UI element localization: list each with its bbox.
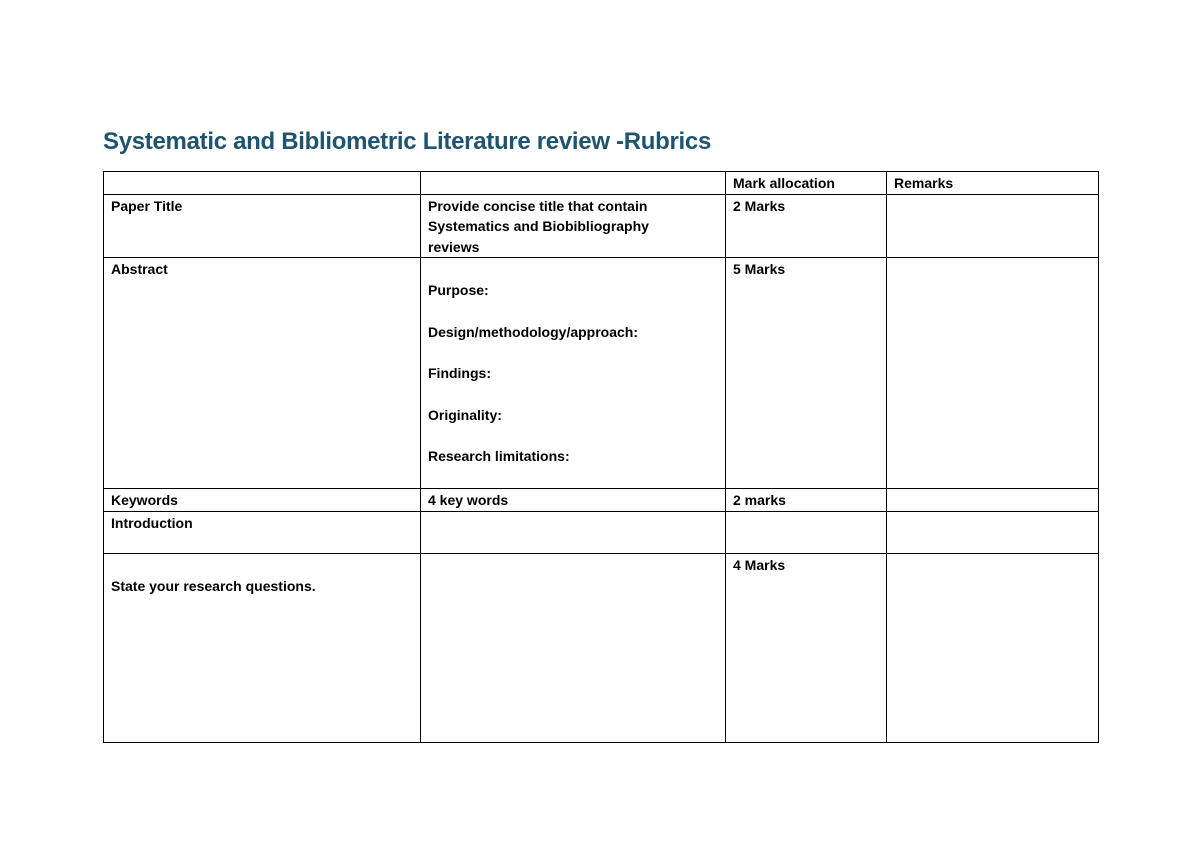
abstract-item-purpose: Purpose:: [428, 282, 489, 298]
remarks-cell: [887, 489, 1099, 512]
table-row-keywords: [104, 489, 1099, 512]
description-cell: [421, 511, 726, 553]
table-row-abstract: [104, 258, 1099, 489]
criterion-cell: Keywords: [104, 489, 421, 512]
description-line: Systematics and Biobibliography: [428, 218, 649, 234]
criterion-cell: Paper Title: [104, 194, 421, 258]
table-header-row: [104, 172, 1099, 195]
description-cell: [421, 553, 726, 742]
description-cell: [421, 258, 726, 489]
description-cell: [421, 194, 726, 258]
header-cell-criterion: [104, 172, 421, 195]
abstract-item-limitations: Research limitations:: [428, 448, 570, 464]
research-questions-label: State your research questions.: [111, 577, 316, 594]
remarks-cell: [887, 511, 1099, 553]
abstract-item-design: Design/methodology/approach:: [428, 323, 639, 340]
header-cell-description: [421, 172, 726, 195]
abstract-item-findings: Findings:: [428, 365, 491, 381]
marks-cell: [726, 511, 887, 553]
abstract-item-originality: Originality:: [428, 406, 502, 423]
table-row-paper-title: [104, 194, 1099, 258]
header-cell-mark-allocation: Mark allocation: [726, 172, 887, 195]
remarks-cell: [887, 194, 1099, 258]
description-line: Provide concise title that contain: [428, 197, 648, 214]
marks-cell: 2 marks: [726, 489, 887, 512]
description-cell: 4 key words: [421, 489, 726, 512]
page-title: Systematic and Bibliometric Literature review -Rubrics: [103, 128, 711, 155]
criterion-cell: Abstract: [104, 258, 421, 489]
marks-cell: 4 Marks: [726, 553, 887, 742]
criterion-cell: [104, 553, 421, 742]
table-row-introduction: [104, 511, 1099, 553]
marks-cell: 5 Marks: [726, 258, 887, 489]
criterion-cell: Introduction: [104, 511, 421, 553]
rubric-table: [103, 171, 1099, 743]
remarks-cell: [887, 258, 1099, 489]
marks-cell: 2 Marks: [726, 194, 887, 258]
header-cell-remarks: Remarks: [887, 172, 1099, 195]
remarks-cell: [887, 553, 1099, 742]
description-line: reviews: [428, 238, 480, 255]
table-row-research-questions: [104, 553, 1099, 742]
